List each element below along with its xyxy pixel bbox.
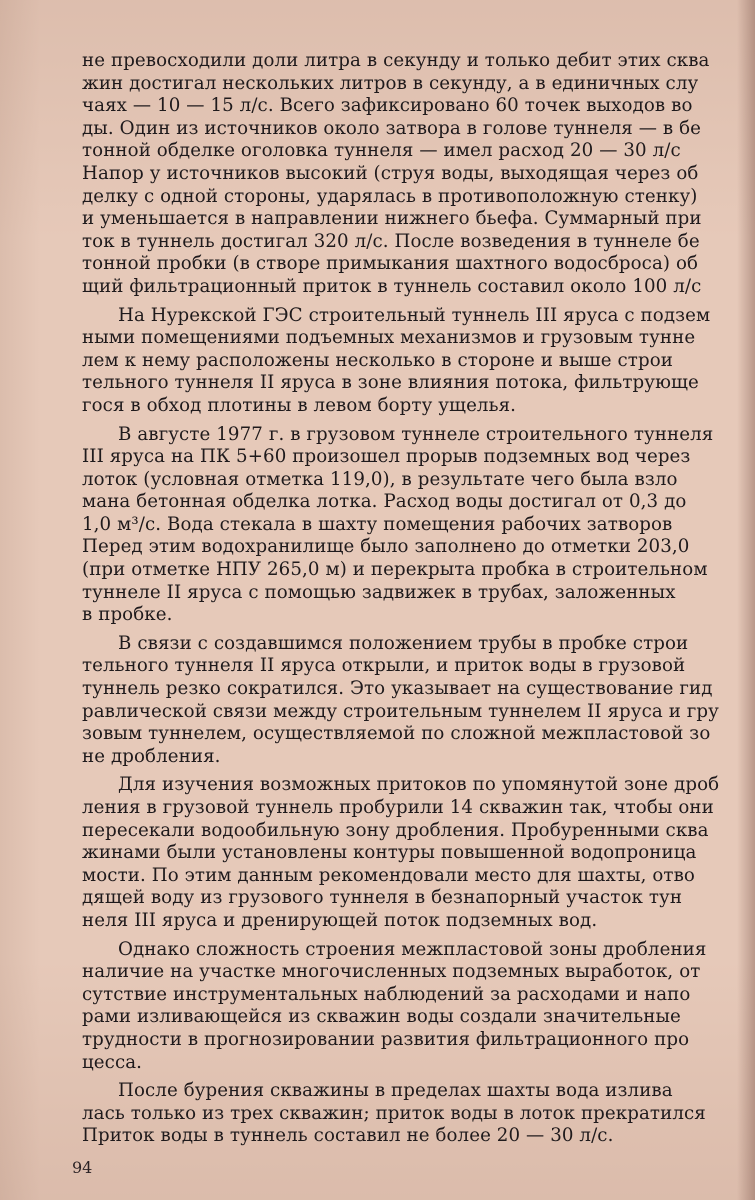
text-line: На Нурекской ГЭС строительный туннель III яруса с подзем	[118, 304, 711, 326]
text-line: ды. Один из источников около затвора в голове туннеля — в бе	[82, 117, 702, 139]
text-line: не дробления.	[82, 745, 221, 767]
text-line: и уменьшается в направлении нижнего бьефа. Суммарный при	[82, 208, 702, 230]
text-line: мости. По этим данным рекомендовали место для шахты, отво	[82, 864, 695, 886]
text-line: щий фильтрационный приток в туннель составил около 100 л/с	[82, 275, 702, 297]
text-line: равлической связи между строительным туннелем II яруса и гру	[82, 700, 719, 722]
text-line: жин достигал нескольких литров в секунду, а в единичных слу	[82, 72, 699, 94]
paragraph	[82, 50, 750, 299]
text-line: дящей воду из грузового туннеля в безнапорный участок тун	[82, 887, 683, 909]
text-line: пересекали водообильную зону дробления. Пробуренными сква	[82, 819, 709, 841]
text-line: чаях — 10 — 15 л/с. Всего зафиксировано 60 точек выходов во	[82, 95, 693, 117]
text-line: Однако сложность строения межпластовой зоны дробления	[118, 938, 707, 960]
text-line: тельного туннеля II яруса открыли, и приток воды в грузовой	[82, 655, 686, 677]
paragraph	[82, 939, 750, 1075]
text-line: (при отметке НПУ 265,0 м) и перекрыта пробка в строительном	[82, 559, 708, 581]
paragraph	[82, 774, 750, 932]
text-line: Приток воды в туннель составил не более 20 — 30 л/с.	[82, 1125, 614, 1147]
text-line: туннеле II яруса с помощью задвижек в трубах, заложенных	[82, 581, 676, 603]
text-line: Для изучения возможных притоков по упомянутой зоне дроб	[118, 774, 720, 796]
text-line: В связи с создавшимся положением трубы в пробке строи	[118, 632, 689, 654]
text-line: мана бетонная обделка лотка. Расход воды достигал от 0,3 до	[82, 491, 687, 513]
text-line: III яруса на ПК 5+60 произошел прорыв подземных вод через	[82, 446, 691, 468]
text-line: лась только из трех скважин; приток воды в лоток прекратился	[82, 1102, 706, 1124]
text-line: После бурения скважины в пределах шахты вода излива	[118, 1080, 673, 1102]
text-line: ными помещениями подъемных механизмов и грузовым тунне	[82, 327, 696, 349]
text-line: цесса.	[82, 1051, 143, 1073]
text-line: Перед этим водохранилище было заполнено до отметки 203,0	[82, 536, 690, 558]
text-line: сутствие инструментальных наблюдений за расходами и напо	[82, 983, 691, 1005]
paragraph	[82, 424, 750, 627]
text-line: неля III яруса и дренирующей поток подземных вод.	[82, 909, 598, 931]
text-line: не превосходили доли литра в секунду и только дебит этих сква	[82, 50, 710, 71]
text-line: делку с одной стороны, ударялась в противоположную стенку)	[82, 185, 698, 207]
text-line: трудности в прогнозировании развития фильтрационного про	[82, 1028, 690, 1050]
body-text	[82, 50, 750, 1154]
text-line: туннель резко сократился. Это указывает на существование гид	[82, 678, 713, 700]
text-line: тельного туннеля II яруса в зоне влияния потока, фильтрующе	[82, 372, 699, 394]
text-line: лем к нему расположены несколько в стороне и выше строи	[82, 349, 673, 371]
text-line: жинами были установлены контуры повышенной водопроница	[82, 842, 697, 864]
text-line: в пробке.	[82, 604, 173, 626]
text-line: В августе 1977 г. в грузовом туннеле строительного туннеля	[118, 423, 714, 445]
text-line: наличие на участке многочисленных подземных выработок, от	[82, 961, 701, 983]
text-line: Напор у источников высокий (струя воды, выходящая через об	[82, 162, 699, 184]
text-line: тонной обделке оголовка туннеля — имел расход 20 — 30 л/с	[82, 140, 681, 162]
text-line: ления в грузовой туннель пробурили 14 скважин так, чтобы они	[82, 797, 714, 818]
text-line: гося в обход плотины в левом борту ущелья.	[82, 394, 517, 416]
text-line: тонной пробки (в створе примыкания шахтного водосброса) об	[82, 253, 699, 275]
text-line: рами изливающейся из скважин воды создали значительные	[82, 1006, 681, 1028]
text-line: лоток (условная отметка 119,0), в результате чего была взло	[82, 468, 678, 490]
paragraph	[82, 633, 750, 769]
text-line: 1,0 м³/с. Вода стекала в шахту помещения рабочих затворов	[82, 513, 673, 535]
page-number: 94	[72, 1158, 93, 1177]
text-line: ток в туннель достигал 320 л/с. После возведения в туннеле бе	[82, 230, 700, 252]
paragraph	[82, 305, 750, 418]
text-line: зовым туннелем, осуществляемой по сложной межпластовой зо	[82, 723, 711, 745]
paragraph	[82, 1080, 750, 1148]
